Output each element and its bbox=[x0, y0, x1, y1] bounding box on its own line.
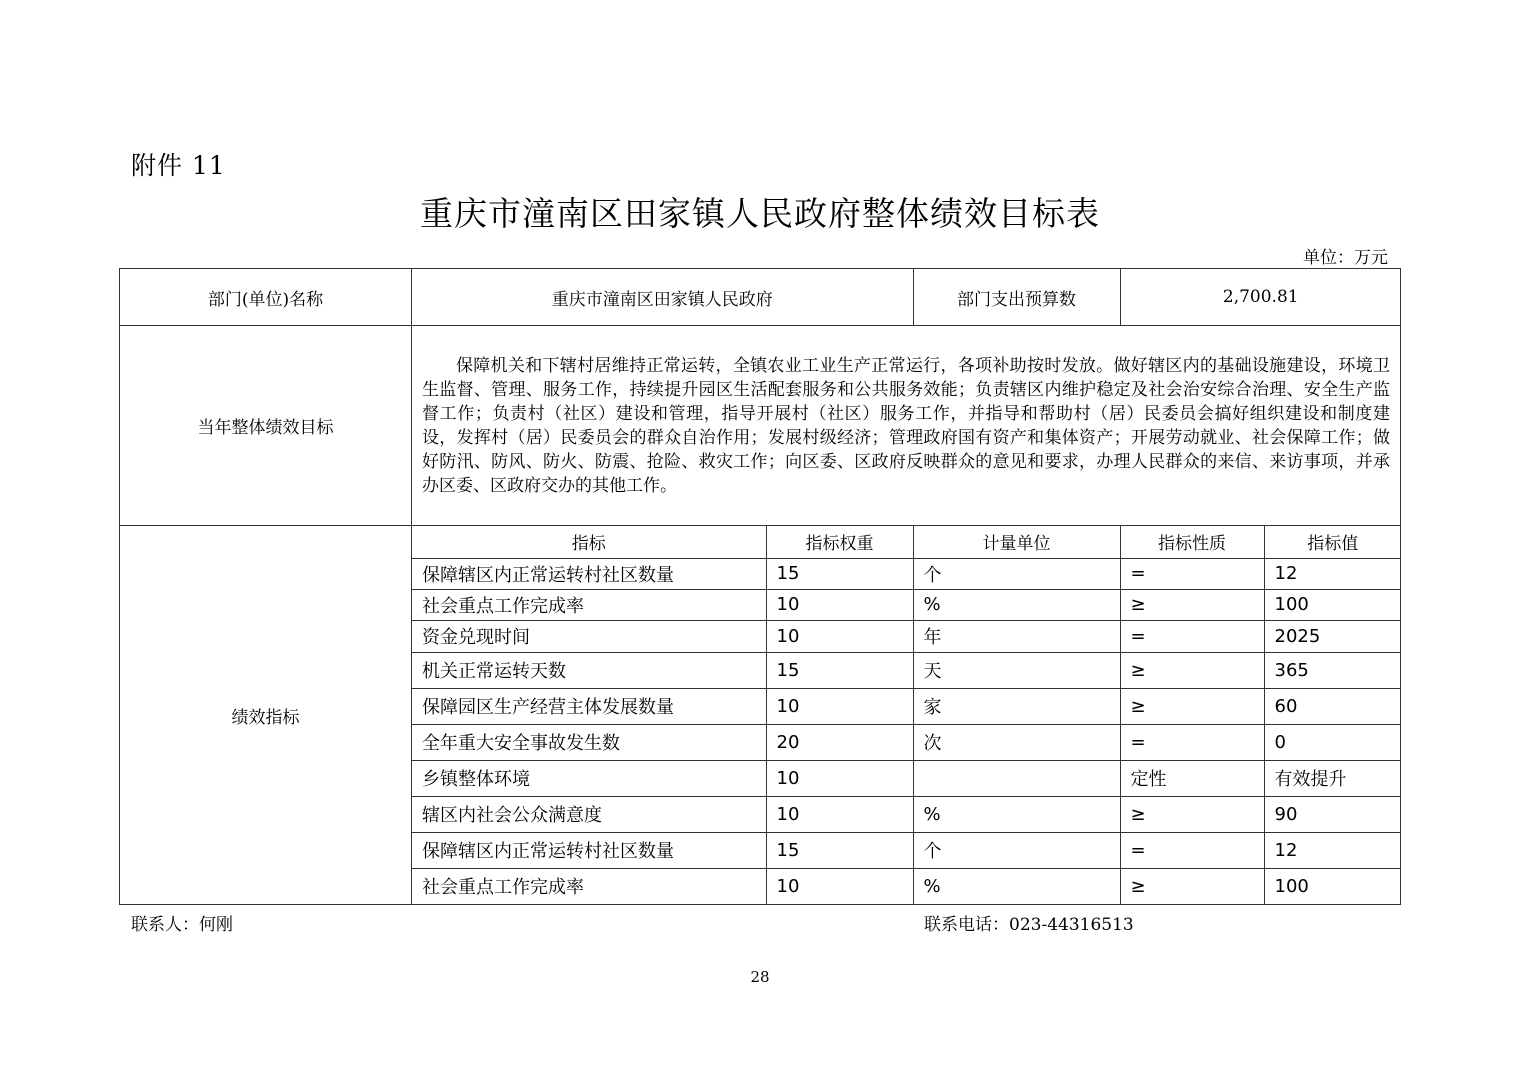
indicator-nature: ≥ bbox=[1120, 589, 1264, 620]
indicator-value: 100 bbox=[1264, 589, 1401, 620]
indicator-name: 全年重大安全事故发生数 bbox=[412, 724, 766, 760]
header-indicator: 指标 bbox=[571, 534, 606, 555]
indicator-name: 保障园区生产经营主体发展数量 bbox=[412, 688, 766, 724]
page-number: 28 bbox=[750, 968, 770, 986]
indicator-unit: 次 bbox=[913, 724, 1120, 760]
indicator-nature: ≥ bbox=[1120, 688, 1264, 724]
budget-label: 部门支出预算数 bbox=[913, 269, 1120, 325]
indicator-value: 0 bbox=[1264, 724, 1401, 760]
indicator-weight: 10 bbox=[766, 589, 913, 620]
indicator-value: 100 bbox=[1264, 868, 1401, 904]
indicator-value: 有效提升 bbox=[1264, 760, 1401, 796]
indicator-name: 社会重点工作完成率 bbox=[412, 868, 766, 904]
goal-text: 保障机关和下辖村居维持正常运转，全镇农业工业生产正常运行，各项补助按时发放。做好辖区内的基础设施建设，环境卫生监督、管理、服务工作，持续提升园区生活配套服务和公共服务效能；负责辖区内维护稳定及社会治安综合治理、安全生产监督工作；负责村（社区）建设和管理，指导开展村（社区）服务工作，并指导和帮助村（居）民委员会搞好组织建设和制度建设，发挥村（居）民委员会的群众自治作用；发展村级经济；管理政府国有资产和集体资产；开展劳动就业、社会保障工作；做好防汛、防风、防火、防震、抢险、救灾工作；向区委、区政府反映群众的意见和要求，办理人民群众的来信、来访事项，并承办区委、区政府交办的其他工作。 bbox=[412, 326, 1401, 526]
contact-phone: 联系电话：023-44316513 bbox=[924, 915, 1134, 935]
indicator-nature: = bbox=[1120, 620, 1264, 652]
table-row bbox=[412, 832, 1401, 868]
performance-target-table bbox=[119, 268, 1401, 905]
table-row bbox=[412, 620, 1401, 652]
indicator-weight: 10 bbox=[766, 760, 913, 796]
indicator-name: 社会重点工作完成率 bbox=[412, 589, 766, 620]
indicator-value: 2025 bbox=[1264, 620, 1401, 652]
indicator-value: 12 bbox=[1264, 558, 1401, 589]
table-row bbox=[412, 724, 1401, 760]
indicator-nature: = bbox=[1120, 558, 1264, 589]
indicator-value: 60 bbox=[1264, 688, 1401, 724]
indicator-nature: ≥ bbox=[1120, 652, 1264, 688]
indicators-table bbox=[412, 526, 1401, 904]
indicator-weight: 15 bbox=[766, 558, 913, 589]
document-title: 重庆市潼南区田家镇人民政府整体绩效目标表 bbox=[420, 194, 1100, 233]
dept-name-label: 部门(单位)名称 bbox=[120, 269, 412, 326]
table-row bbox=[412, 688, 1401, 724]
indicator-value: 90 bbox=[1264, 796, 1401, 832]
goal-row bbox=[120, 326, 1401, 526]
indicator-weight: 10 bbox=[766, 868, 913, 904]
goal-label: 当年整体绩效目标 bbox=[120, 326, 412, 526]
header-unit: 计量单位 bbox=[913, 526, 1120, 558]
indicator-unit bbox=[913, 760, 1120, 796]
indicator-weight: 10 bbox=[766, 620, 913, 652]
indicator-nature: = bbox=[1120, 832, 1264, 868]
header-weight: 指标权重 bbox=[766, 526, 913, 558]
dept-row-values bbox=[412, 269, 1401, 326]
indicator-nature: ≥ bbox=[1120, 868, 1264, 904]
table-row bbox=[412, 868, 1401, 904]
annex-label: 附件 11 bbox=[131, 151, 226, 180]
indicator-value: 12 bbox=[1264, 832, 1401, 868]
indicator-nature: ≥ bbox=[1120, 796, 1264, 832]
contact-person: 联系人：何刚 bbox=[131, 915, 233, 935]
indicator-weight: 15 bbox=[766, 652, 913, 688]
dept-row bbox=[120, 269, 1401, 326]
indicator-name: 辖区内社会公众满意度 bbox=[412, 796, 766, 832]
table-row bbox=[412, 558, 1401, 589]
table-row bbox=[412, 589, 1401, 620]
indicator-unit: 年 bbox=[913, 620, 1120, 652]
indicators-label: 绩效指标 bbox=[120, 526, 412, 905]
header-nature: 指标性质 bbox=[1120, 526, 1264, 558]
indicator-weight: 15 bbox=[766, 832, 913, 868]
indicator-unit: % bbox=[913, 589, 1120, 620]
table-row bbox=[412, 760, 1401, 796]
indicators-header-row bbox=[412, 526, 1401, 558]
indicator-weight: 10 bbox=[766, 796, 913, 832]
indicator-nature: = bbox=[1120, 724, 1264, 760]
indicator-unit: 个 bbox=[913, 558, 1120, 589]
budget-value: 2,700.81 bbox=[1120, 269, 1401, 325]
indicator-name: 机关正常运转天数 bbox=[412, 652, 766, 688]
indicator-name: 保障辖区内正常运转村社区数量 bbox=[412, 558, 766, 589]
indicator-name: 保障辖区内正常运转村社区数量 bbox=[412, 832, 766, 868]
indicator-unit: % bbox=[913, 868, 1120, 904]
indicator-unit: % bbox=[913, 796, 1120, 832]
indicator-value: 365 bbox=[1264, 652, 1401, 688]
indicator-unit: 家 bbox=[913, 688, 1120, 724]
table-row bbox=[412, 652, 1401, 688]
indicator-weight: 10 bbox=[766, 688, 913, 724]
table-row bbox=[412, 796, 1401, 832]
indicators-cell bbox=[412, 526, 1401, 905]
unit-label: 单位：万元 bbox=[1303, 248, 1388, 268]
dept-name-value: 重庆市潼南区田家镇人民政府 bbox=[551, 289, 773, 310]
indicators-row bbox=[120, 526, 1401, 905]
indicator-name: 资金兑现时间 bbox=[412, 620, 766, 652]
indicator-weight: 20 bbox=[766, 724, 913, 760]
indicator-name: 乡镇整体环境 bbox=[412, 760, 766, 796]
header-value: 指标值 bbox=[1264, 526, 1401, 558]
indicator-unit: 个 bbox=[913, 832, 1120, 868]
indicator-nature: 定性 bbox=[1120, 760, 1264, 796]
indicator-unit: 天 bbox=[913, 652, 1120, 688]
